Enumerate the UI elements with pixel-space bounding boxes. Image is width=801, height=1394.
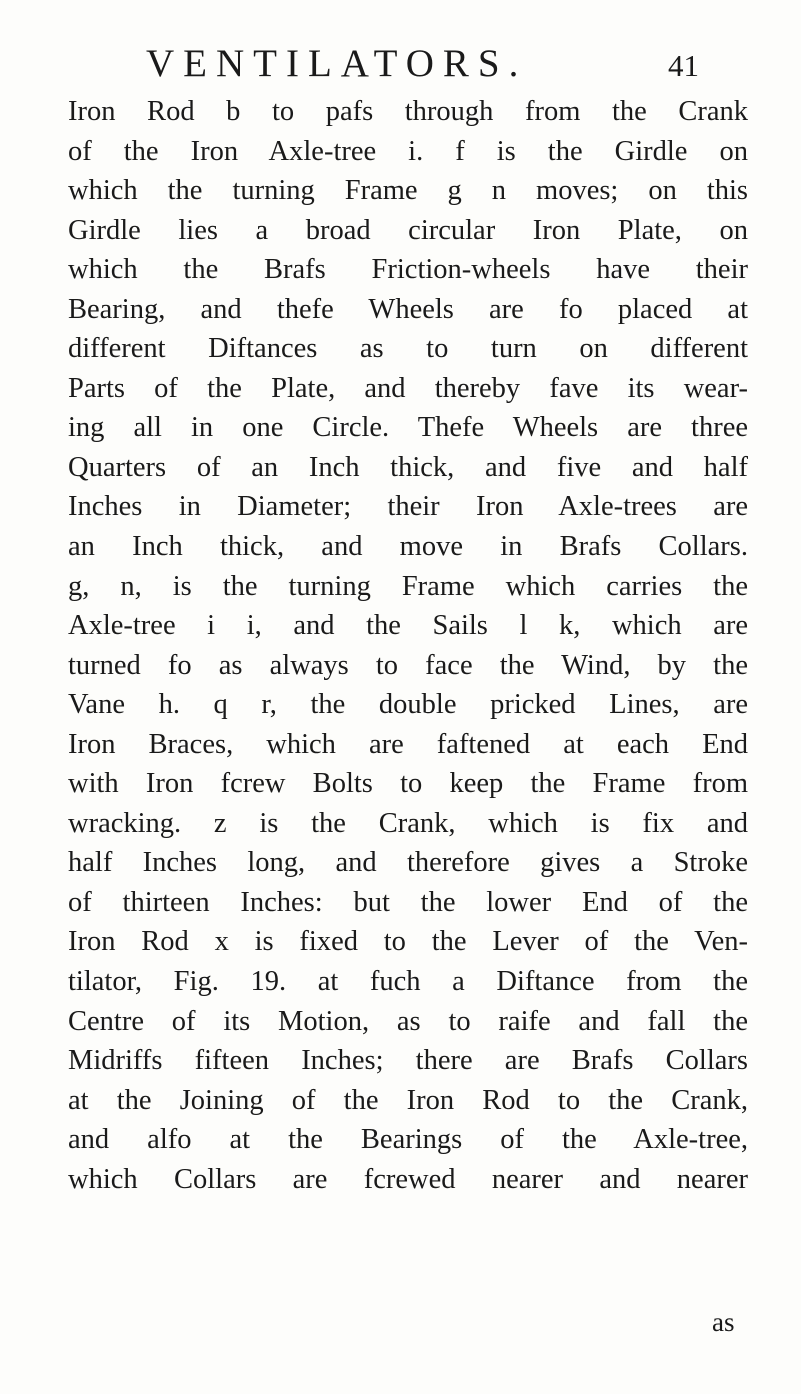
page-number: 41 [668,48,699,83]
text-line: at the Joining of the Iron Rod to the Crank, [68,1084,748,1116]
text-line: tilator, Fig. 19. at fuch a Diftance from the [68,966,748,998]
text-line: which the Brafs Friction-wheels have their [68,254,748,286]
text-line: Bearing, and thefe Wheels are fo placed at [68,293,748,325]
body-text [68,90,748,1199]
text-line: turned fo as always to face the Wind, by the [68,649,748,681]
text-line: of the Iron Axle-tree i. f is the Girdle on [68,135,748,167]
text-line: Quarters of an Inch thick, and five and half [68,451,748,483]
text-line: Midriffs fifteen Inches; there are Brafs Collars [68,1045,748,1077]
text-line: ing all in one Circle. Thefe Wheels are three [68,412,748,444]
text-line: Axle-tree i i, and the Sails l k, which are [68,610,748,642]
catchword: as [712,1307,735,1337]
text-line: Iron Rod x is fixed to the Lever of the Ven- [68,926,748,958]
text-line: which the turning Frame g n moves; on this [68,175,748,207]
text-line: g, n, is the turning Frame which carries the [68,570,748,602]
text-line: Iron Rod b to pafs through from the Crank [68,96,748,127]
running-title: VENTILATORS. [146,42,528,85]
text-line: with Iron fcrew Bolts to keep the Frame from [68,768,748,800]
text-line: Centre of its Motion, as to raife and fall the [68,1005,748,1037]
text-line: of thirteen Inches: but the lower End of the [68,886,748,918]
text-line: Vane h. q r, the double pricked Lines, are [68,689,748,721]
running-head [146,38,746,90]
text-line: Girdle lies a broad circular Iron Plate, on [68,214,748,246]
text-line: Iron Braces, which are faftened at each End [68,728,748,760]
text-line: different Diftances as to turn on different [68,333,748,365]
text-line: Inches in Diameter; their Iron Axle-trees are [68,491,748,523]
text-line: an Inch thick, and move in Brafs Collars. [68,531,748,563]
text-line: half Inches long, and therefore gives a Stroke [68,847,748,879]
text-line: Parts of the Plate, and thereby fave its wear- [68,372,748,404]
text-line: which Collars are fcrewed nearer and nearer [68,1163,748,1195]
text-line: wracking. z is the Crank, which is fix and [68,807,748,839]
text-line: and alfo at the Bearings of the Axle-tree, [68,1124,748,1156]
